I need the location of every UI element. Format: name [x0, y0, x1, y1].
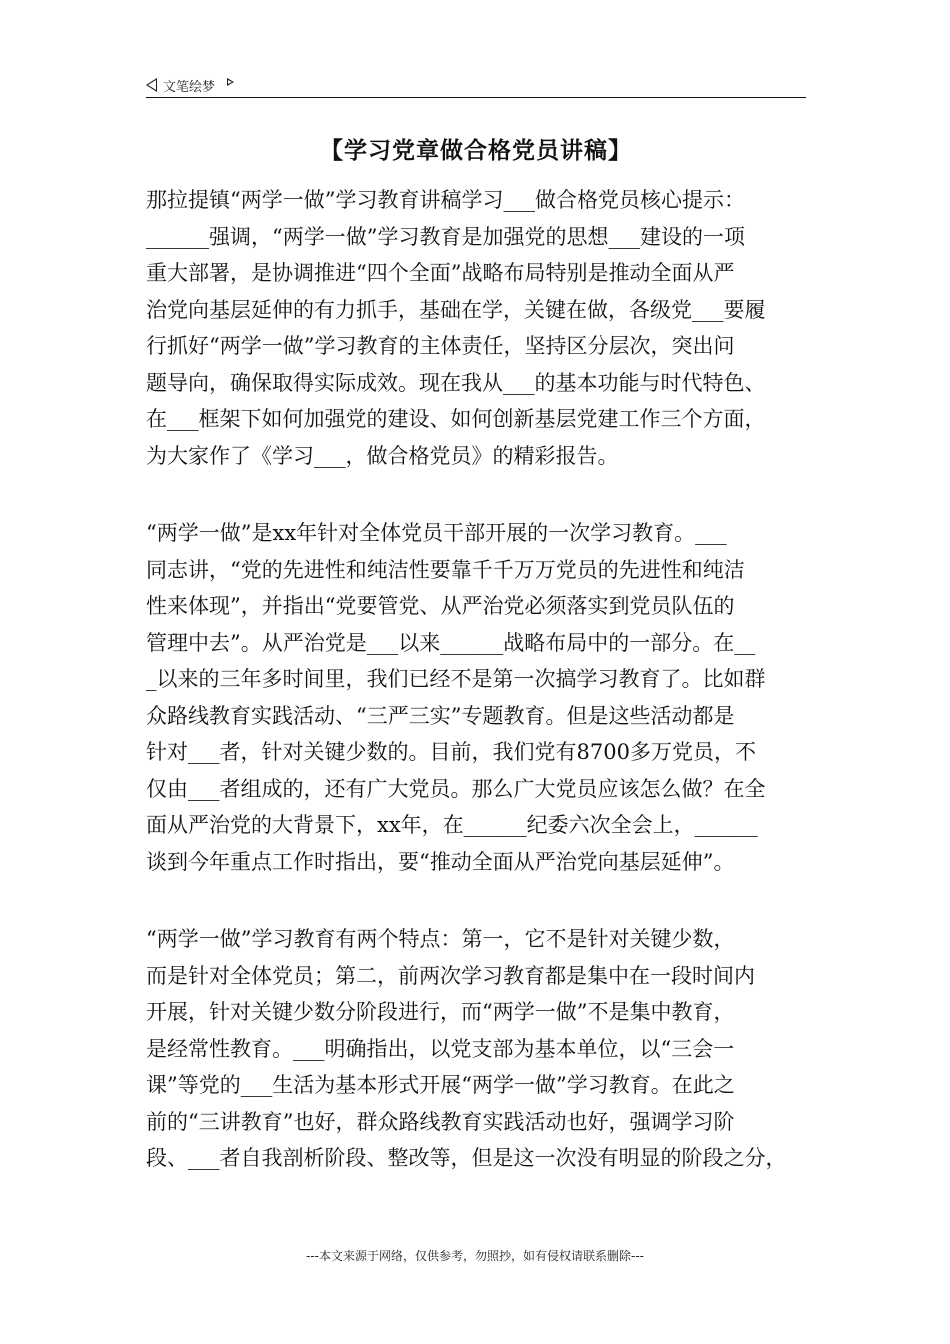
document-body: [146, 182, 816, 1177]
text-line: “两学一做”学习教育有两个特点：第一，它不是针对关键少数，: [146, 927, 735, 951]
text-line: 课”等党的___生活为基本形式开展“两学一做”学习教育。在此之: [146, 1073, 735, 1097]
text-line: 众路线教育实践活动、“三严三实”专题教育。但是这些活动都是: [146, 703, 735, 728]
text-line: 同志讲，“党的先进性和纯洁性要靠千千万万党员的先进性和纯洁: [146, 557, 745, 582]
text-line: 而是针对全体党员；第二，前两次学习教育都是集中在一段时间内: [146, 963, 755, 988]
text-line: 重大部署，是协调推进“四个全面”战略布局特别是推动全面从严: [146, 261, 735, 285]
text-line: 性来体现”，并指出“党要管党、从严治党必须落实到党员队伍的: [146, 594, 735, 618]
text-line: 管理中去”。从严治党是___以来______战略布局中的一部分。在__: [146, 630, 756, 655]
footer-disclaimer: ---本文来源于网络，仅供参考，勿照抄，如有侵权请联系删除---: [306, 1249, 644, 1263]
text-line: “两学一做”是xx年针对全体党员干部开展的一次学习教育。___: [146, 521, 727, 545]
paragraph-3: [146, 921, 816, 1177]
text-line: 为大家作了《学习___，做合格党员》的精彩报告。: [146, 443, 619, 468]
text-line: 针对___者，针对关键少数的。目前，我们党有8700多万党员，不: [146, 740, 756, 764]
paragraph-1: [146, 182, 816, 474]
paragraph-2: [146, 515, 816, 880]
triangle-right-icon: [227, 78, 234, 86]
text-line: 面从严治党的大背景下，xx年，在______纪委六次全会上，______: [146, 813, 758, 837]
text-line: 开展，针对关键少数分阶段进行，而“两学一做”不是集中教育，: [146, 1000, 735, 1024]
header: [146, 74, 806, 96]
text-line: 前的“三讲教育”也好，群众路线教育实践活动也好，强调学习阶: [146, 1109, 735, 1134]
header-divider: [146, 97, 806, 98]
text-line: 谈到今年重点工作时指出，要“推动全面从严治党向基层延伸”。: [146, 849, 735, 874]
header-brand: 文笔绘梦: [163, 79, 216, 95]
text-line: 在___框架下如何加强党的建设、如何创新基层党建工作三个方面，: [146, 407, 766, 431]
triangle-left-icon: [146, 78, 157, 92]
text-line: _以来的三年多时间里，我们已经不是第一次搞学习教育了。比如群: [146, 667, 766, 691]
text-line: 题导向，确保取得实际成效。现在我从___的基本功能与时代特色、: [146, 370, 766, 395]
paragraph-gap: [146, 880, 816, 921]
text-line: 是经常性教育。___明确指出，以党支部为基本单位，以“三会一: [146, 1036, 735, 1061]
document-title: 【学习党章做合格党员讲稿】: [320, 138, 632, 164]
text-line: 行抓好“两学一做”学习教育的主体责任，坚持区分层次，突出问: [146, 334, 735, 358]
text-line: 仅由___者组成的，还有广大党员。那么广大党员应该怎么做？在全: [146, 776, 766, 801]
text-line: 段、___者自我剖析阶段、整改等，但是这一次没有明显的阶段之分，: [146, 1146, 787, 1170]
text-line: ______强调，“两学一做”学习教育是加强党的思想___建设的一项: [146, 224, 745, 249]
paragraph-gap: [146, 474, 816, 515]
text-line: 那拉提镇“两学一做”学习教育讲稿学习___做合格党员核心提示：: [146, 188, 745, 212]
text-line: 治党向基层延伸的有力抓手，基础在学，关键在做，各级党___要履: [146, 297, 766, 322]
